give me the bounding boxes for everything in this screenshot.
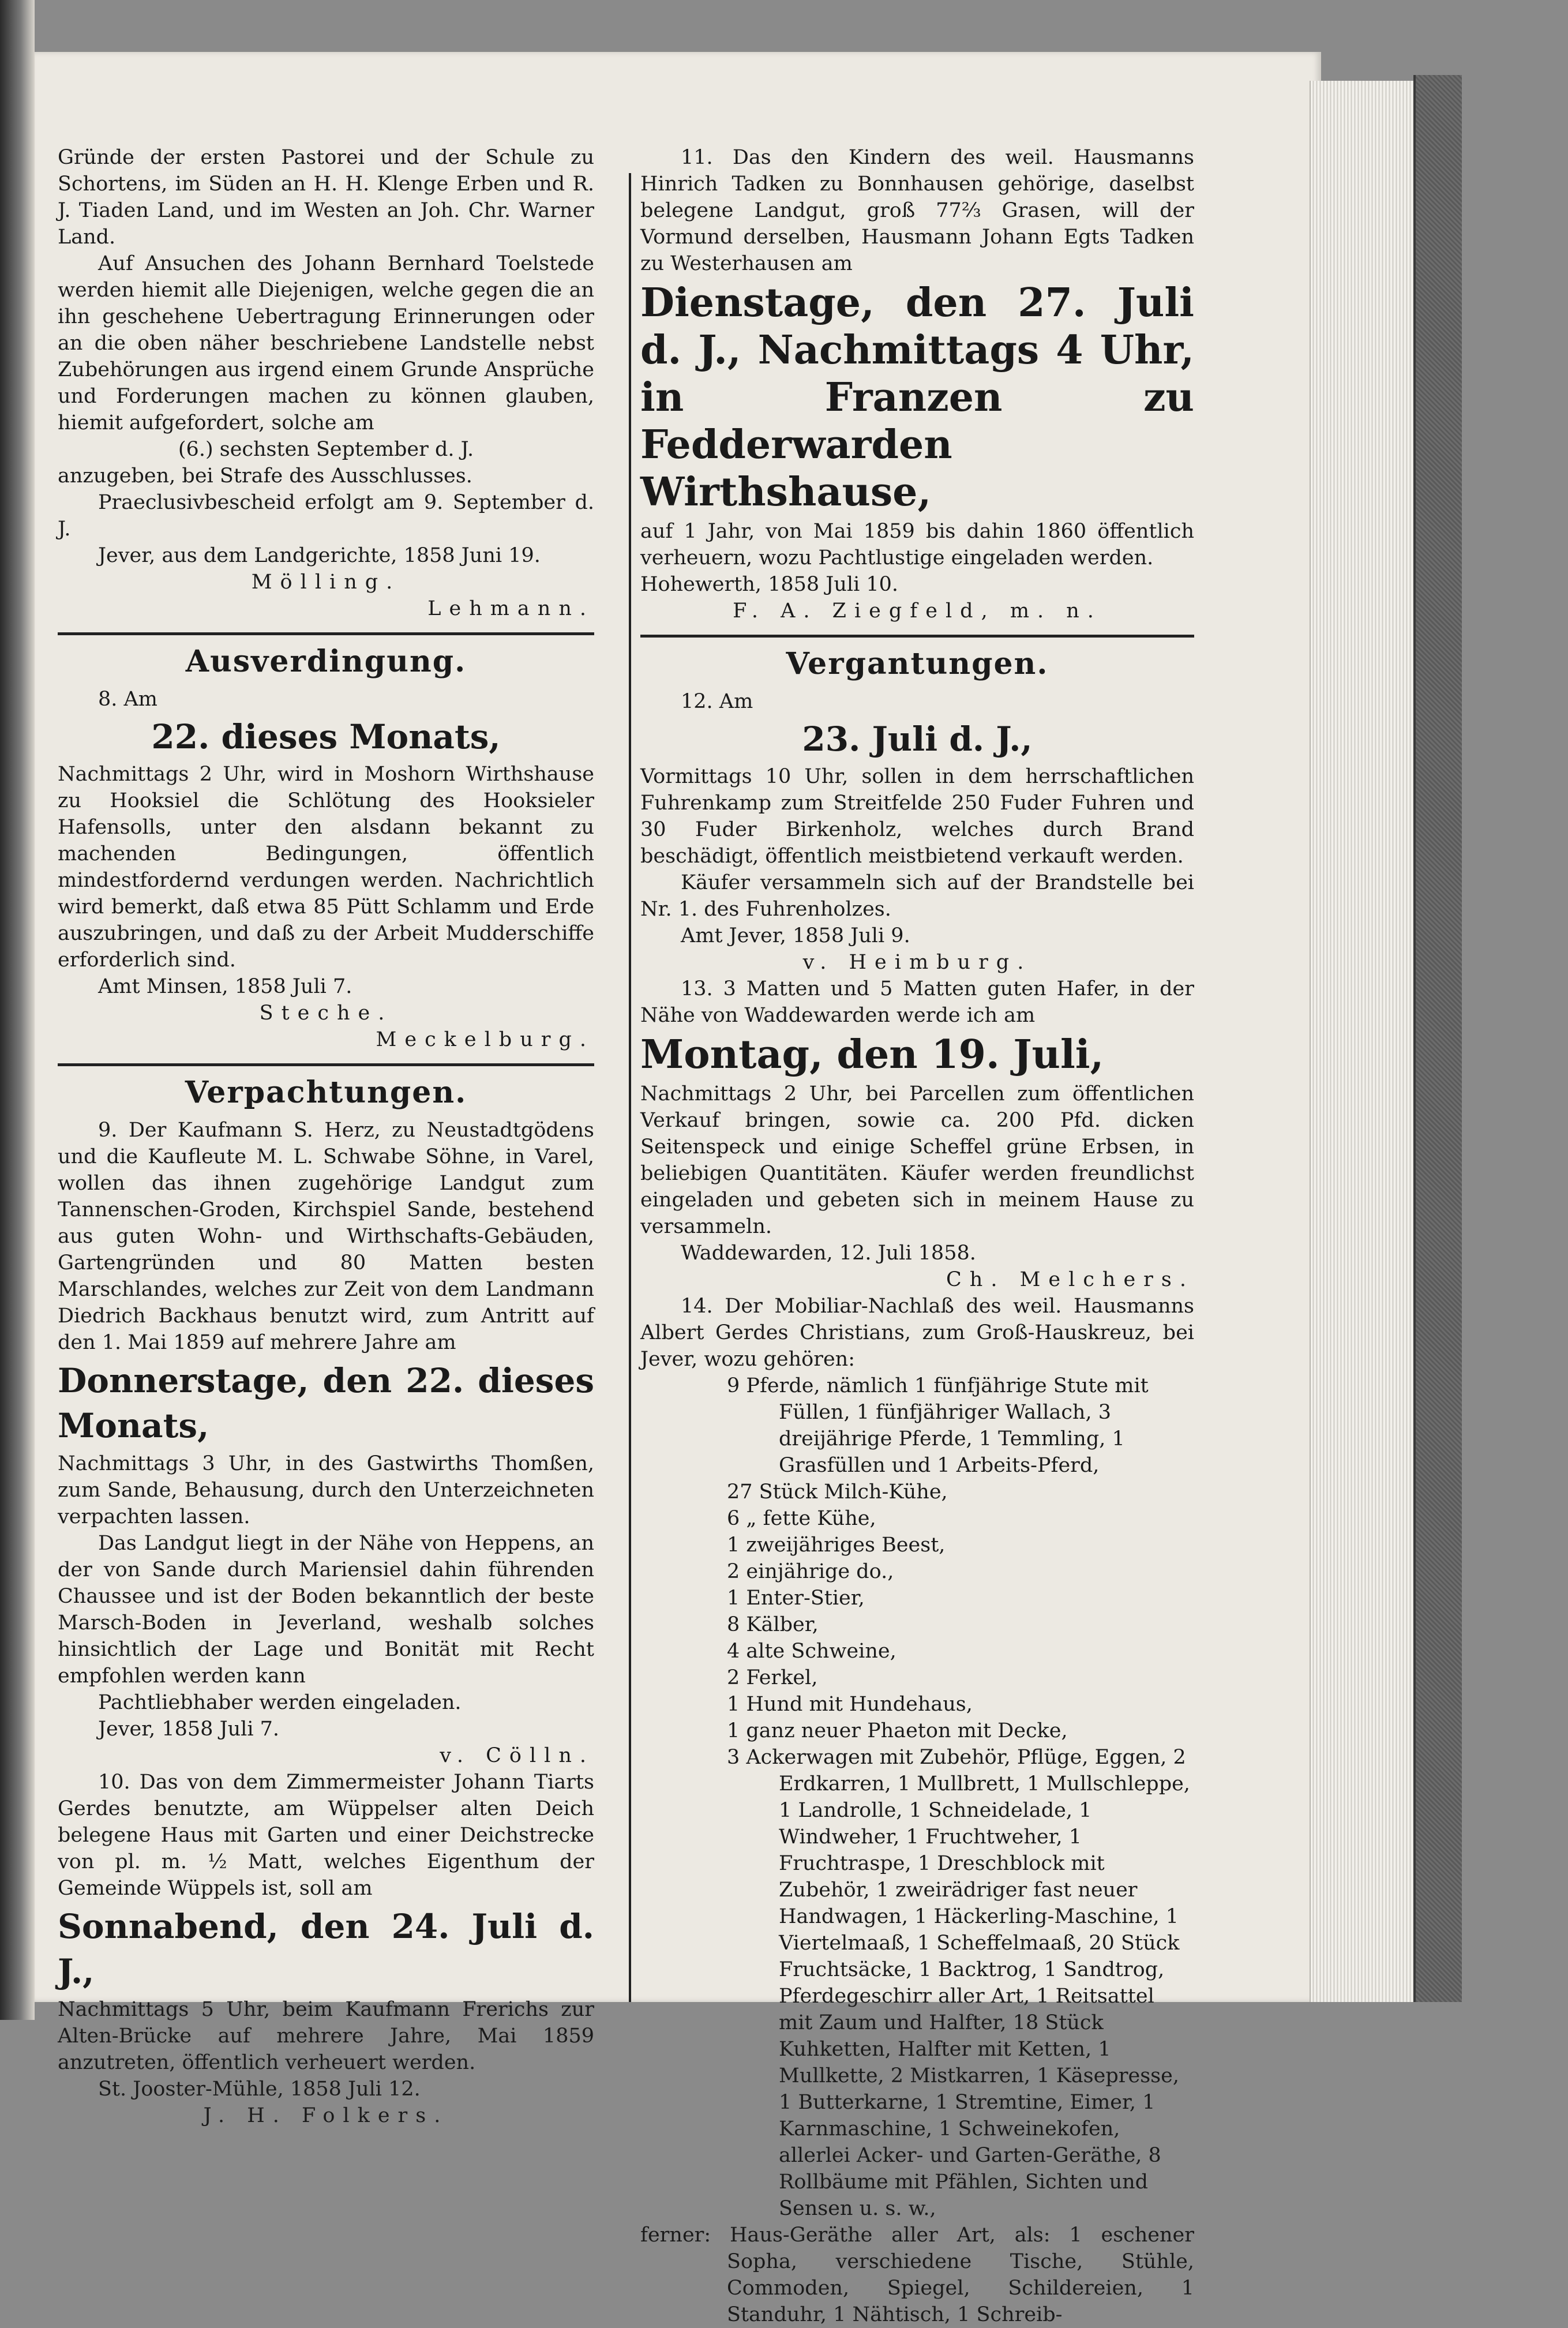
- item-number: 12. Am: [681, 690, 753, 713]
- paragraph: 13. 3 Matten und 5 Matten guten Hafer, in der Nähe von Waddewarden werde ich am: [640, 977, 1194, 1027]
- paragraph: Praeclusivbescheid erfolgt am 9. September d. J.: [58, 491, 594, 541]
- signature: Ch. Melchers.: [946, 1268, 1194, 1291]
- previous-page-edge: [0, 0, 35, 2020]
- paragraph: Gründe der ersten Pastorei und der Schule zu Schortens, im Süden an H. H. Klenge Erben und R. J. Tiaden Land, und im Westen an Joh. Chr. Warner Land.: [58, 146, 594, 249]
- list-item: 1 zweijähriges Beest,: [727, 1534, 946, 1557]
- list-item: 2 einjährige do.,: [727, 1560, 894, 1583]
- section-heading: Ausverdingung.: [185, 644, 467, 679]
- list-item: 27 Stück Milch-Kühe,: [727, 1480, 948, 1504]
- place-date: Jever, 1858 Juli 7.: [98, 1718, 280, 1741]
- event-date: Dienstage, den 27. Juli d. J., Nachmittags 4 Uhr, in Franzen zu Fedderwarden Wirthshause,: [640, 280, 1194, 515]
- column-divider: [629, 173, 631, 2002]
- paragraph: Pachtliebhaber werden eingeladen.: [98, 1691, 462, 1714]
- list-item: 1 ganz neuer Phaeton mit Decke,: [727, 1719, 1068, 1742]
- list-item: 4 alte Schweine,: [727, 1640, 896, 1663]
- section-rule: [58, 632, 594, 635]
- paragraph: Nachmittags 2 Uhr, wird in Moshorn Wirthshause zu Hooksiel die Schlötung des Hooksieler Hafensolls, unter den alsdann bekannt zu machenden Bedingungen, öffentlich mindestfordernd verdungen werden. Nachrichtlich wird bemerkt, daß etwa 85 Pütt Schlamm und Erde auszubringen, und daß zu der Arbeit Mudderschiffe erforderlich sind.: [58, 763, 594, 972]
- date-line: (6.) sechsten September d. J.: [178, 438, 474, 461]
- list-item: 1 Enter-Stier,: [727, 1587, 865, 1610]
- paragraph: 11. Das den Kindern des weil. Hausmanns Hinrich Tadken zu Bonnhausen gehörige, daselbst belegene Landgut, groß 77⅔ Grasen, will der Vormund derselben, Hausmann Johann Egts Tadken zu Westerhausen am: [640, 146, 1194, 275]
- inventory-list: [640, 1373, 1194, 2222]
- section-rule: [58, 1063, 594, 1066]
- paragraph: Auf Ansuchen des Johann Bernhard Toelstede werden hiemit alle Diejenigen, welche gegen die an ihn geschehene Uebertragung Erinnerungen oder an die oben näher beschriebene Landstelle nebst Zubehörungen aus irgend einem Grunde Ansprüche und Forderungen machen zu können glauben, hiemit aufgefordert, solche am: [58, 252, 594, 434]
- paragraph: Nachmittags 2 Uhr, bei Parcellen zum öffentlichen Verkauf bringen, sowie ca. 200 Pfd. dicken Seitenspeck und einige Scheffel grüne Erbsen, in beliebigen Quantitäten. Käufer werden freundlichst eingeladen und gebeten sich in meinem Hause zu versammeln.: [640, 1082, 1194, 1238]
- place-date: Amt Jever, 1858 Juli 9.: [681, 924, 910, 947]
- book-binding: [1413, 75, 1462, 2002]
- place-date: Waddewarden, 12. Juli 1858.: [681, 1242, 976, 1265]
- paragraph: Nachmittags 5 Uhr, beim Kaufmann Frerichs zur Alten-Brücke auf mehrere Jahre, Mai 1859 anzutreten, öffentlich verheuert werden.: [58, 1998, 594, 2074]
- signature: F. A. Ziegfeld, m. n.: [733, 599, 1102, 623]
- paragraph: 10. Das von dem Zimmermeister Johann Tiarts Gerdes benutzte, am Wüppelser alten Deich belegene Haus mit Garten und einer Deichstrecke von pl. m. ½ Matt, welches Eigenthum der Gemeinde Wüppels ist, soll am: [58, 1771, 594, 1900]
- left-column: [58, 144, 594, 2129]
- list-item: 8 Kälber,: [727, 1613, 819, 1636]
- signature: Mölling.: [251, 571, 401, 594]
- event-date: Montag, den 19. Juli,: [640, 1032, 1104, 1078]
- place-date: St. Jooster-Mühle, 1858 Juli 12.: [98, 2078, 421, 2101]
- section-heading: Verpachtungen.: [185, 1075, 467, 1110]
- signature: Steche.: [259, 1002, 393, 1025]
- paragraph: auf 1 Jahr, von Mai 1859 bis dahin 1860 öffentlich verheuern, wozu Pachtlustige eingeladen werden.: [640, 520, 1194, 569]
- place-date: Jever, aus dem Landgerichte, 1858 Juni 19.: [98, 544, 541, 567]
- list-item: 9 Pferde, nämlich 1 fünfjährige Stute mit Füllen, 1 fünfjähriger Wallach, 3 dreijährige Pferde, 1 Temmling, 1 Grasfüllen und 1 Arbeits-Pferd,: [727, 1374, 1149, 1477]
- list-item: 3 Ackerwagen mit Zubehör, Pflüge, Eggen, 2 Erdkarren, 1 Mullbrett, 1 Mullschleppe, 1 Landrolle, 1 Schneidelade, 1 Windweher, 1 Fruchtweher, 1 Fruchtraspe, 1 Dreschblock mit Zubehör, 1 zweirädriger fast neuer Handwagen, 1 Häckerling-Maschine, 1 Viertelmaaß, 1 Scheffelmaaß, 20 Stück Fruchtsäcke, 1 Backtrog, 1 Sandtrog, Pferdegeschirr aller Art, 1 Reitsattel mit Zaum und Halfter, 18 Stück Kuhketten, Halfter mit Ketten, 1 Mullkette, 2 Mistkarren, 1 Käsepresse, 1 Butterkarne, 1 Stremtine, Eimer, 1 Karnmaschine, 1 Schweinekofen, allerlei Acker- und Garten-Geräthe, 8 Rollbäume mit Pfählen, Sichten und Sensen u. s. w.,: [727, 1746, 1190, 2220]
- right-column: [640, 144, 1194, 2328]
- event-date: 23. Juli d. J.,: [802, 719, 1033, 759]
- section-heading: Vergantungen.: [786, 646, 1049, 681]
- paragraph: Das Landgut liegt in der Nähe von Heppens, an der von Sande durch Mariensiel dahin führenden Chaussee und ist der Boden bekanntlich der beste Marsch-Boden in Jeverland, weshalb solches hinsichtlich der Lage und Bonität mit Recht empfohlen werden kann: [58, 1532, 594, 1688]
- item-number: 8. Am: [98, 688, 157, 711]
- paragraph: anzugeben, bei Strafe des Ausschlusses.: [58, 464, 472, 488]
- place-date: Amt Minsen, 1858 Juli 7.: [98, 975, 352, 998]
- paragraph: Käufer versammeln sich auf der Brandstelle bei Nr. 1. des Fuhrenholzes.: [640, 871, 1194, 921]
- signature: Meckelburg.: [376, 1028, 594, 1051]
- event-date: Donnerstage, den 22. dieses Monats,: [58, 1361, 594, 1445]
- event-date: Sonnabend, den 24. Juli d. J.,: [58, 1907, 594, 1991]
- event-date: 22. dieses Monats,: [151, 717, 501, 756]
- paragraph: 14. Der Mobiliar-Nachlaß des weil. Hausmanns Albert Gerdes Christians, zum Groß-Hauskreuz, bei Jever, wozu gehören:: [640, 1295, 1194, 1371]
- place-date: Hohewerth, 1858 Juli 10.: [640, 573, 899, 596]
- paragraph: ferner: Haus-Geräthe aller Art, als: 1 eschener Sopha, verschiedene Tische, Stühle, Commoden, Spiegel, Schildereien, 1 Standuhr, 1 Nähtisch, 1 Schreib-: [640, 2224, 1194, 2326]
- paragraph: 9. Der Kaufmann S. Herz, zu Neustadtgödens und die Kaufleute M. L. Schwabe Söhne, in Varel, wollen das ihnen zugehörige Landgut zum Tannenschen-Groden, Kirchspiel Sande, bestehend aus guten Wohn- und Wirthschafts-Gebäuden, Gartengründen und 80 Matten besten Marschlandes, welches zur Zeit von dem Landmann Diedrich Backhaus benutzt wird, zum Antritt auf den 1. Mai 1859 auf mehrere Jahre am: [58, 1119, 594, 1354]
- section-rule: [640, 635, 1194, 638]
- paragraph: Nachmittags 3 Uhr, in des Gastwirths Thomßen, zum Sande, Behausung, durch den Unterzeichneten verpachten lassen.: [58, 1452, 594, 1528]
- signature: J. H. Folkers.: [203, 2104, 449, 2127]
- signature: v. Heimburg.: [802, 951, 1032, 974]
- paragraph: Vormittags 10 Uhr, sollen in dem herrschaftlichen Fuhrenkamp zum Streitfelde 250 Fuder Fuhren und 30 Fuder Birkenholz, welches durch Brand beschädigt, öffentlich meistbietend verkauft werden.: [640, 765, 1194, 868]
- list-item: 6 „ fette Kühe,: [727, 1507, 876, 1530]
- list-item: 2 Ferkel,: [727, 1666, 818, 1689]
- signature: Lehmann.: [427, 597, 594, 620]
- list-item: 1 Hund mit Hundehaus,: [727, 1693, 973, 1716]
- page-stack-edges: [1310, 81, 1415, 2002]
- signature: v. Cölln.: [440, 1744, 594, 1767]
